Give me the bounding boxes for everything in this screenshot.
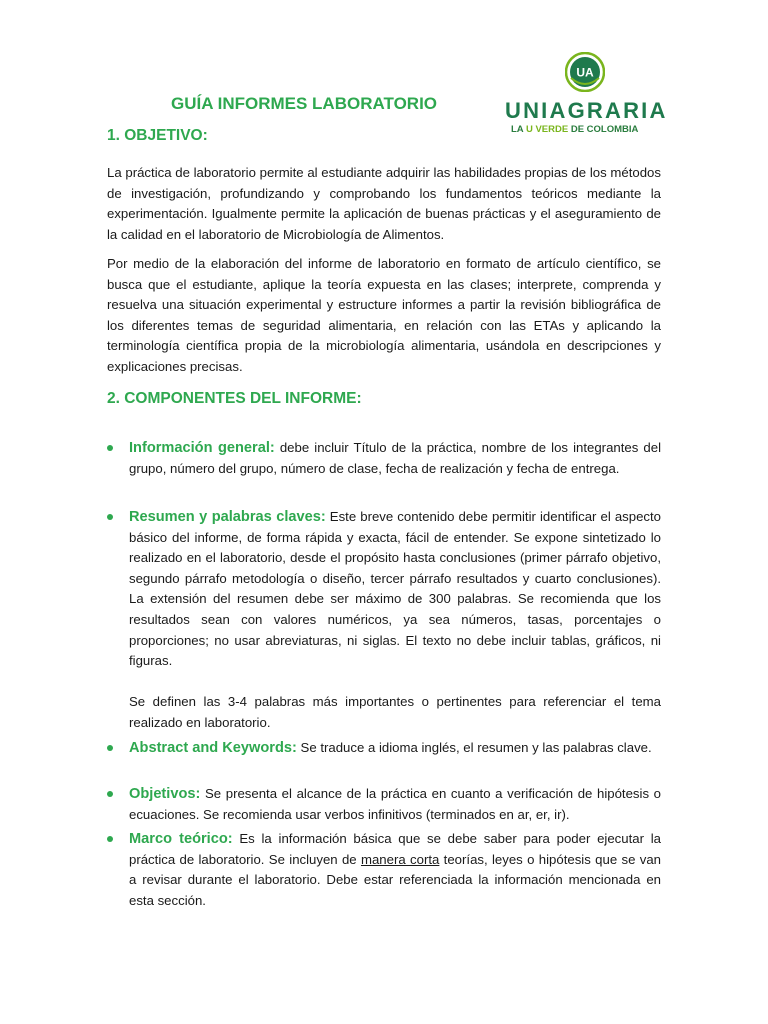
list-item-objetivos <box>107 784 661 825</box>
section-heading-componentes: 2. COMPONENTES DEL INFORME: <box>107 390 362 407</box>
resumen-keywords-paragraph: Se definen las 3-4 palabras más importantes o pertinentes para referenciar el tema realizado en laboratorio. <box>129 694 661 730</box>
item-lead: Resumen y palabras claves: <box>129 509 326 525</box>
item-text: debe incluir Título de la práctica, nombre de los integrantes del grupo, número del grupo, número de clase, fecha de realización y fecha de entrega. <box>129 440 662 476</box>
list-item-abstract <box>107 738 661 759</box>
item-lead: Información general: <box>129 440 275 456</box>
list-item-marco-teorico <box>107 829 661 911</box>
objetivo-paragraph-1: La práctica de laboratorio permite al estudiante adquirir las habilidades propias de los métodos de investigación, profundizando y comprobando los fundamentos teóricos mediante la experimentación. Igualmente permite la aplicación de buenas prácticas y el aseguramiento de la calidad en el laboratorio de Microbiología de Alimentos. <box>107 165 661 242</box>
logo-tagline: LA U VERDE DE COLOMBIA <box>511 124 639 135</box>
list-item-resumen <box>107 507 661 672</box>
ua-badge-icon <box>565 52 605 92</box>
list-item-informacion-general <box>107 438 661 479</box>
item-text: Se presenta el alcance de la práctica en cuanto a verificación de hipótesis o ecuaciones. Se recomienda usar verbos infinitivos (terminados en ar, er, ir). <box>129 786 661 822</box>
badge-text: UA <box>576 65 594 80</box>
objetivo-paragraph-2: Por medio de la elaboración del informe de laboratorio en formato de artículo científico, se busca que el estudiante, aplique la teoría expuesta en las clases; interprete, comprenda y resuelva una situación experimental y estructure informes a partir la revisión bibliográfica de los diferentes temas de seguridad alimentaria, en relación con las ETAs y aplicando la terminología científica propia de la microbiología alimentaria, usándola en descripciones y explicaciones precisas. <box>107 256 661 374</box>
uniagraria-logo <box>505 52 668 136</box>
item-lead: Abstract and Keywords: <box>129 740 297 756</box>
item-text: Es la información básica que se debe saber para poder ejecutar la práctica de laboratorio. Se incluyen de <box>129 831 662 867</box>
item-text: teorías, leyes o hipótesis que se van a revisar durante el laboratorio. Debe estar referenciada la información mencionada en esta sección. <box>129 851 661 908</box>
page-title: GUÍA INFORMES LABORATORIO <box>171 94 438 113</box>
item-lead: Marco teórico: <box>129 831 233 847</box>
item-text: Se traduce a idioma inglés, el resumen y las palabras clave. <box>296 740 652 755</box>
logo-wordmark: UNIAGRARIA <box>505 98 668 123</box>
bullet-icon <box>107 514 113 520</box>
section-heading-objetivo: 1. OBJETIVO: <box>107 127 208 144</box>
bullet-icon <box>107 745 113 751</box>
item-lead: Objetivos: <box>129 786 201 802</box>
bullet-icon <box>107 445 113 451</box>
item-underlined-text: manera corta <box>360 851 440 867</box>
bullet-icon <box>107 836 113 842</box>
item-text: Este breve contenido debe permitir identificar el aspecto básico del informe, de forma rápida y exacta, fácil de entender. Se expone sintetizado lo realizado en el laboratorio, desde el propósito hasta conclusiones (primer párrafo objetivo, segundo párrafo metodología o diseño, tercer párrafo resultados y cuarto conclusiones). La extensión del resumen debe ser máximo de 300 palabras. Se recomienda que los resultados sean con valores numéricos, ya sea números, tasas, porcentajes o proporciones; no usar abreviaturas, ni siglas. El texto no debe incluir tablas, gráficos, ni figuras. <box>129 509 662 669</box>
bullet-icon <box>107 791 113 797</box>
